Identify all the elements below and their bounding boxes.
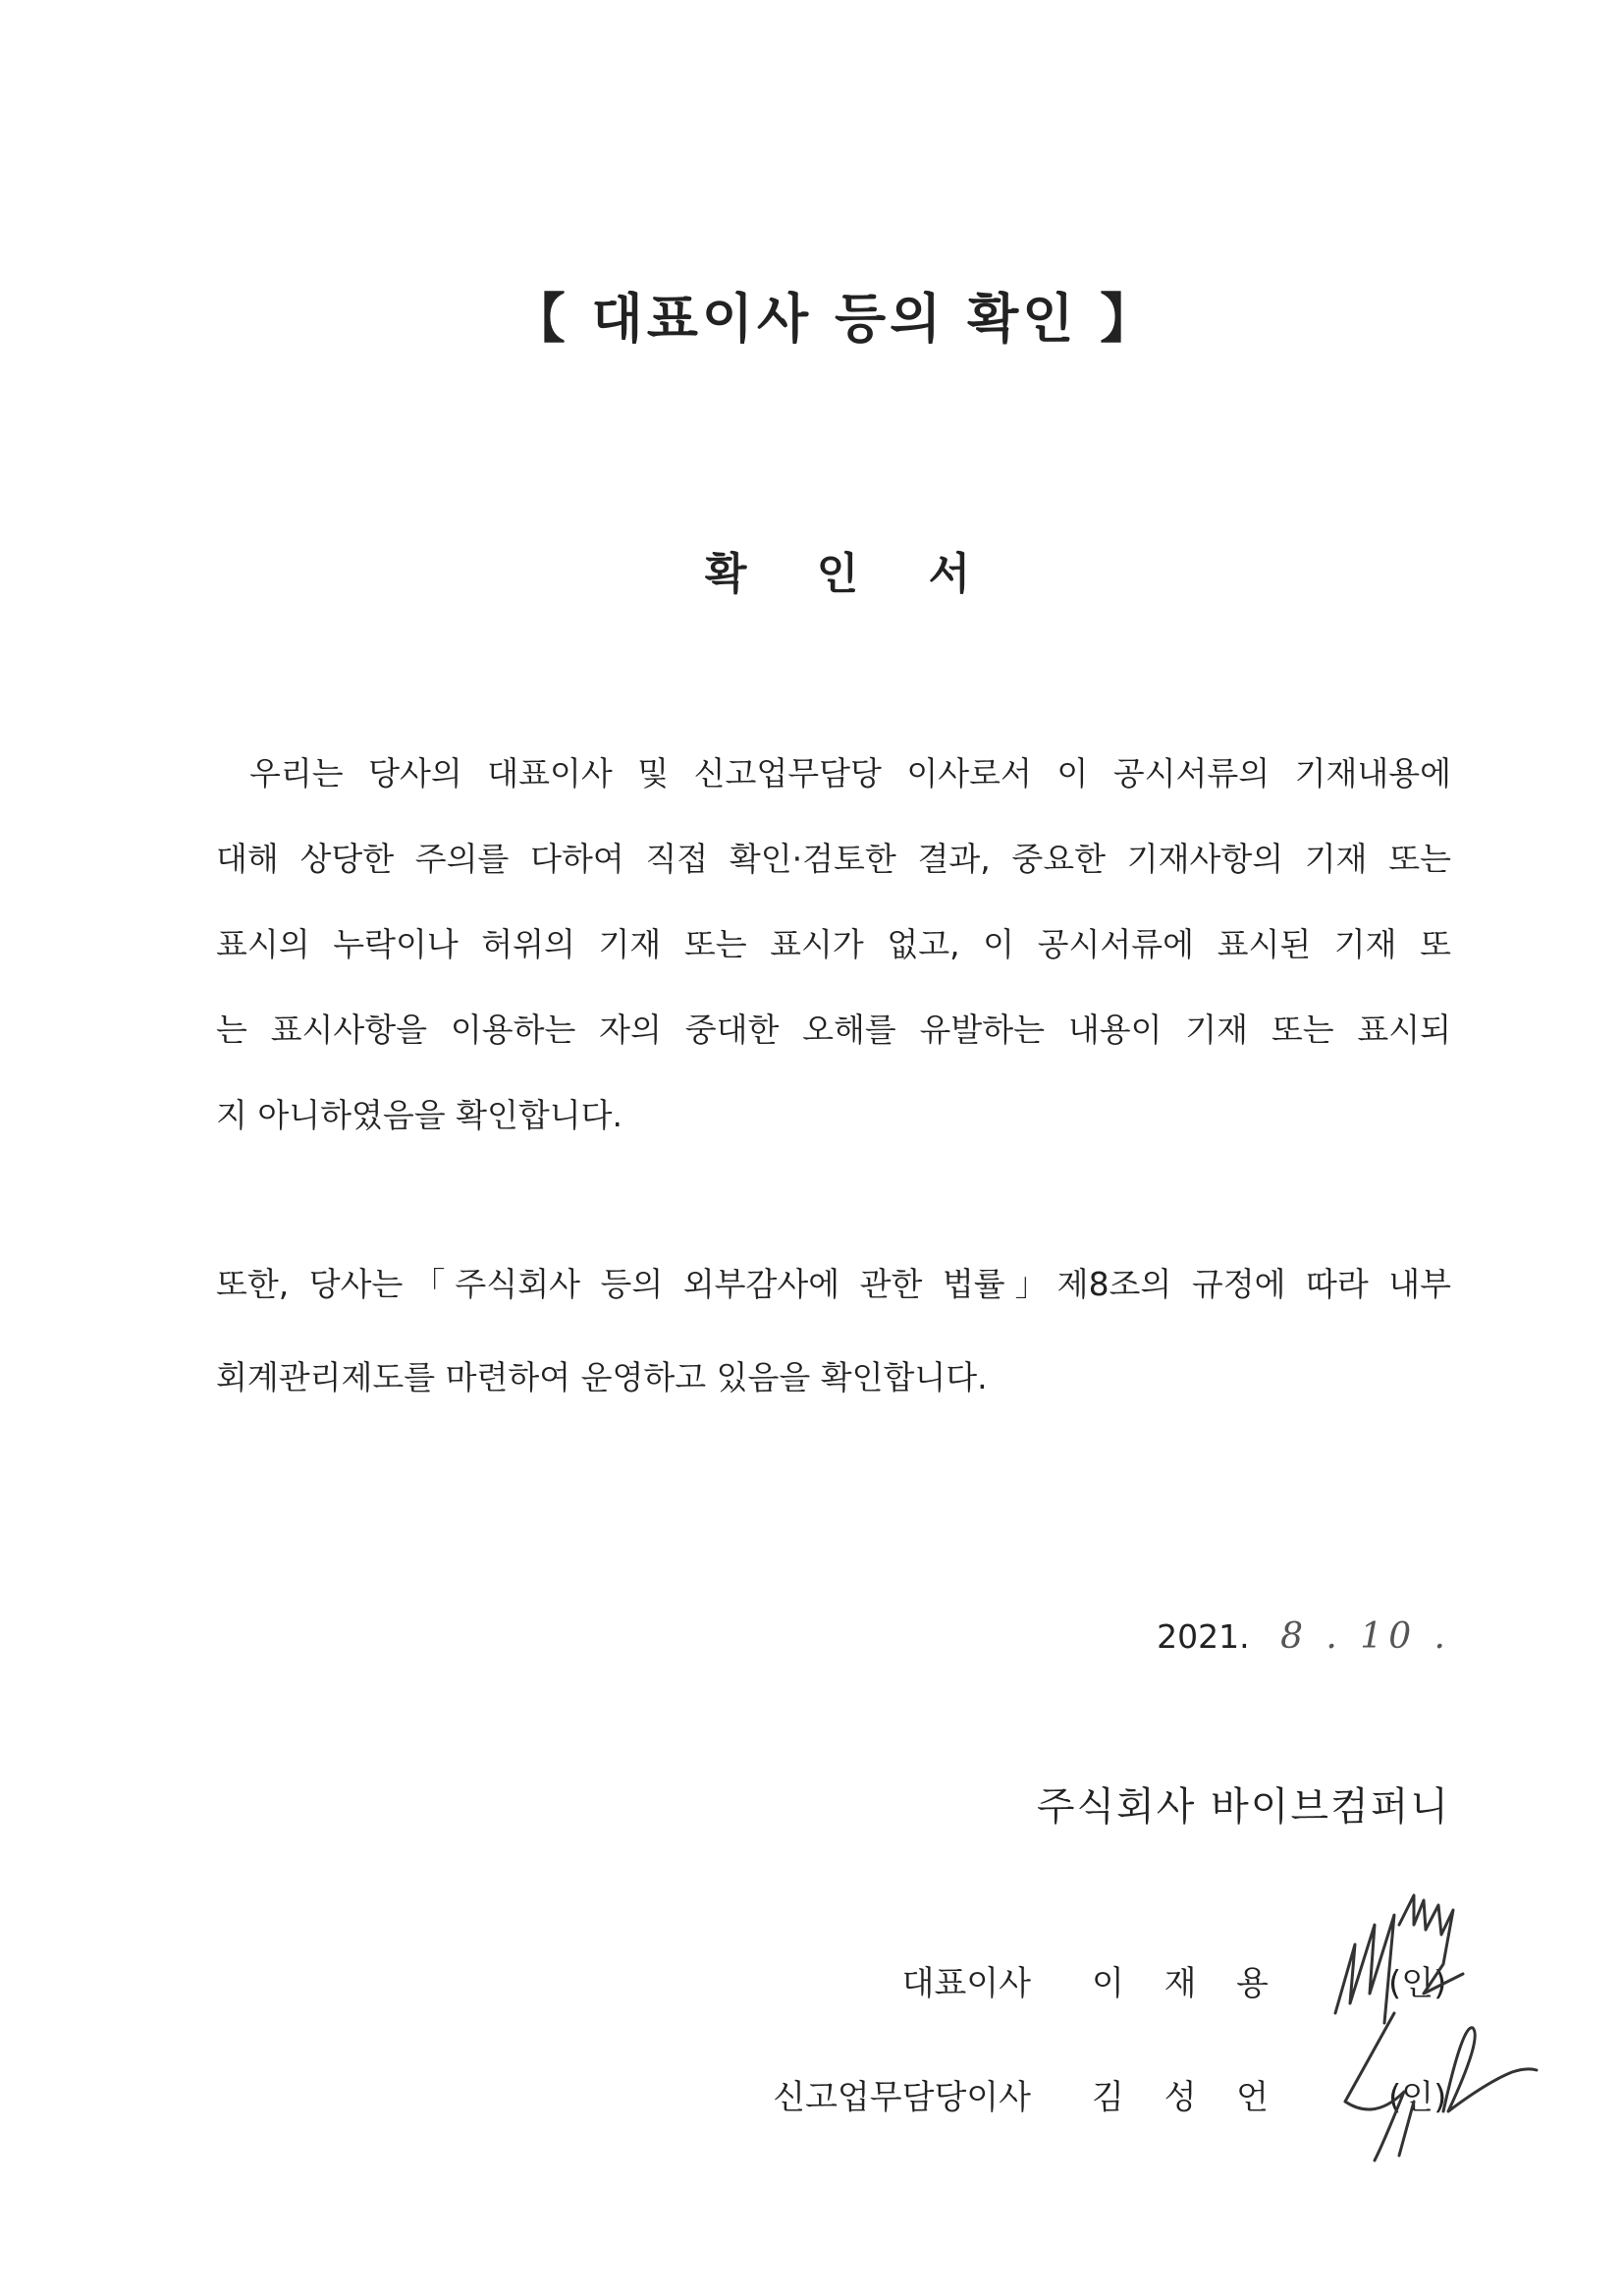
signatory-name: 김 성 언	[1092, 2078, 1269, 2117]
signatory-role: 대표이사	[901, 1964, 1031, 2003]
paragraph-line: 또한, 당사는「주식회사 등의 외부감사에 관한 법률」제8조의 규정에 따라 내부	[216, 1265, 1451, 1303]
paragraph-line: 우리는 당사의 대표이사 및 신고업무담당 이사로서 이 공시서류의 기재내용에	[249, 754, 1451, 793]
paragraph-line: 는 표시사항을 이용하는 자의 중대한 오해를 유발하는 내용이 기재 또는 표시되	[216, 1011, 1451, 1049]
paragraph-line: 지 아니하였음을 확인합니다.	[216, 1096, 623, 1134]
signatory-name: 이 재 용	[1092, 1964, 1269, 2003]
company-name: 주식회사 바이브컴퍼니	[1036, 1784, 1450, 1830]
document-date	[1157, 1616, 1451, 1657]
date-handwritten: 8 . 10 .	[1280, 1616, 1451, 1657]
seal-mark: (인)	[1388, 1964, 1447, 2003]
document-title: 【 대표이사 등의 확인 】	[512, 288, 1158, 350]
seal-mark: (인)	[1388, 2078, 1447, 2117]
signature-disclosure-officer	[1316, 1994, 1542, 2170]
document-subtitle: 확 인 서	[704, 549, 999, 599]
paragraph-line: 표시의 누락이나 허위의 기재 또는 표시가 없고, 이 공시서류에 표시된 기재 또	[216, 925, 1451, 963]
paragraph-line: 대해 상당한 주의를 다하여 직접 확인·검토한 결과, 중요한 기재사항의 기재 또는	[216, 840, 1451, 878]
date-year: 2021.	[1157, 1617, 1250, 1656]
signatory-role: 신고업무담당이사	[773, 2078, 1031, 2117]
paragraph-line: 회계관리제도를 마련하여 운영하고 있음을 확인합니다.	[216, 1358, 988, 1396]
